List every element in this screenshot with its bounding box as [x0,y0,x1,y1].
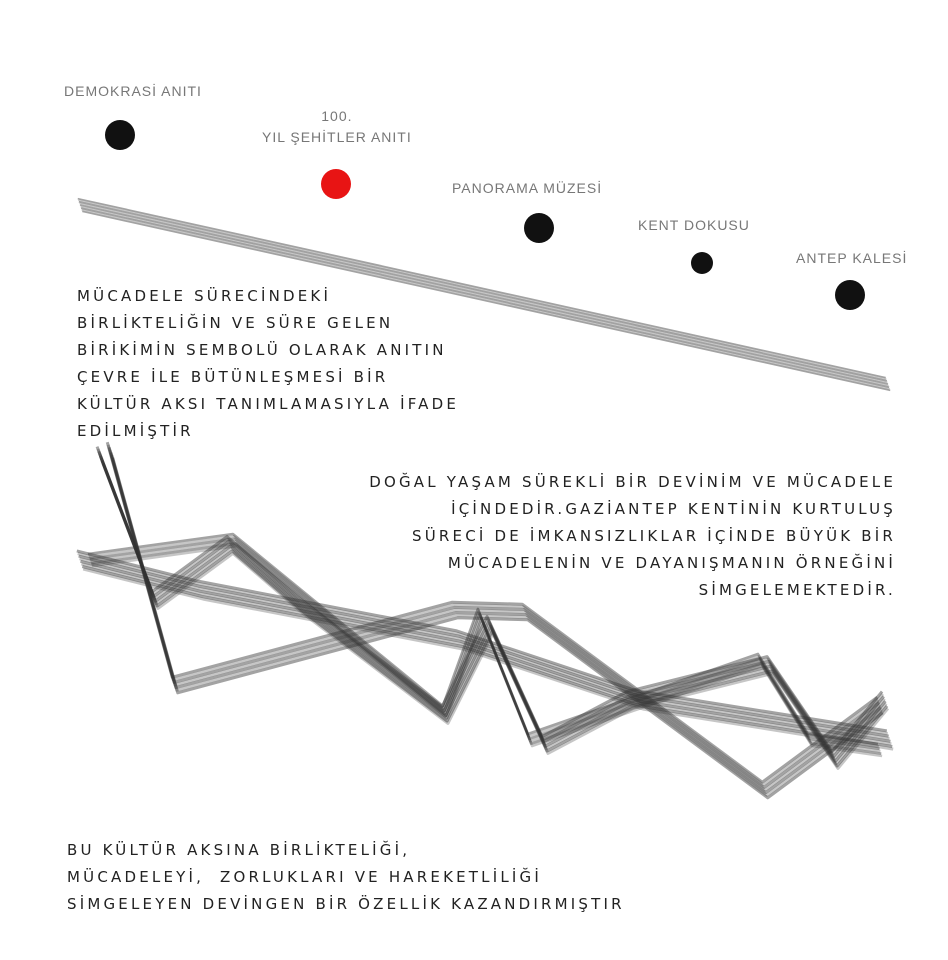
landmark-label-kent: KENT DOKUSU [638,217,750,233]
landmark-label-sehitler: 100. YIL ŞEHİTLER ANITI [262,108,412,145]
landmark-dot-panorama [524,213,554,243]
landmark-dot-kent [691,252,713,274]
landmark-label-panorama: PANORAMA MÜZESİ [452,180,603,196]
landmark-dot-kale [835,280,865,310]
landmark-dots [105,120,865,310]
landmark-dot-demokrasi [105,120,135,150]
landmark-label-kale: ANTEP KALESİ [796,250,908,266]
dynamic-description: BU KÜLTÜR AKSINA BİRLİKTELİĞİ, MÜCADELEYİ, ZORLUKLARI VE HAREKETLİLİĞİ SİMGELEYEN DEVİNGEN BİR ÖZELLİK KAZANDIRMIŞTIR [67,841,625,913]
struggle-description: DOĞAL YAŞAM SÜREKLİ BİR DEVİNİM VE MÜCADELE İÇİNDEDİR.GAZİANTEP KENTİNİN KURTULUŞ SÜRECİ DE İMKANSIZLIKLAR İÇİNDE BÜYÜK BİR MÜCADELENİN VE DAYANIŞMANIN ÖRNEĞİNİ SİMGELEMEKTEDİR. [369,473,896,599]
culture-axis-description: MÜCADELE SÜRECİNDEKİ BİRLİKTELİĞİN VE SÜRE GELEN BİRİKİMİN SEMBOLÜ OLARAK ANITIN ÇEVRE İLE BÜTÜNLEŞMESİ BİR KÜLTÜR AKSI TANIMLAMASIYLA İFADE EDİLMİŞTİR [77,287,460,440]
landmark-dot-sehitler [321,169,351,199]
landmark-label-demokrasi: DEMOKRASİ ANITI [64,83,202,99]
